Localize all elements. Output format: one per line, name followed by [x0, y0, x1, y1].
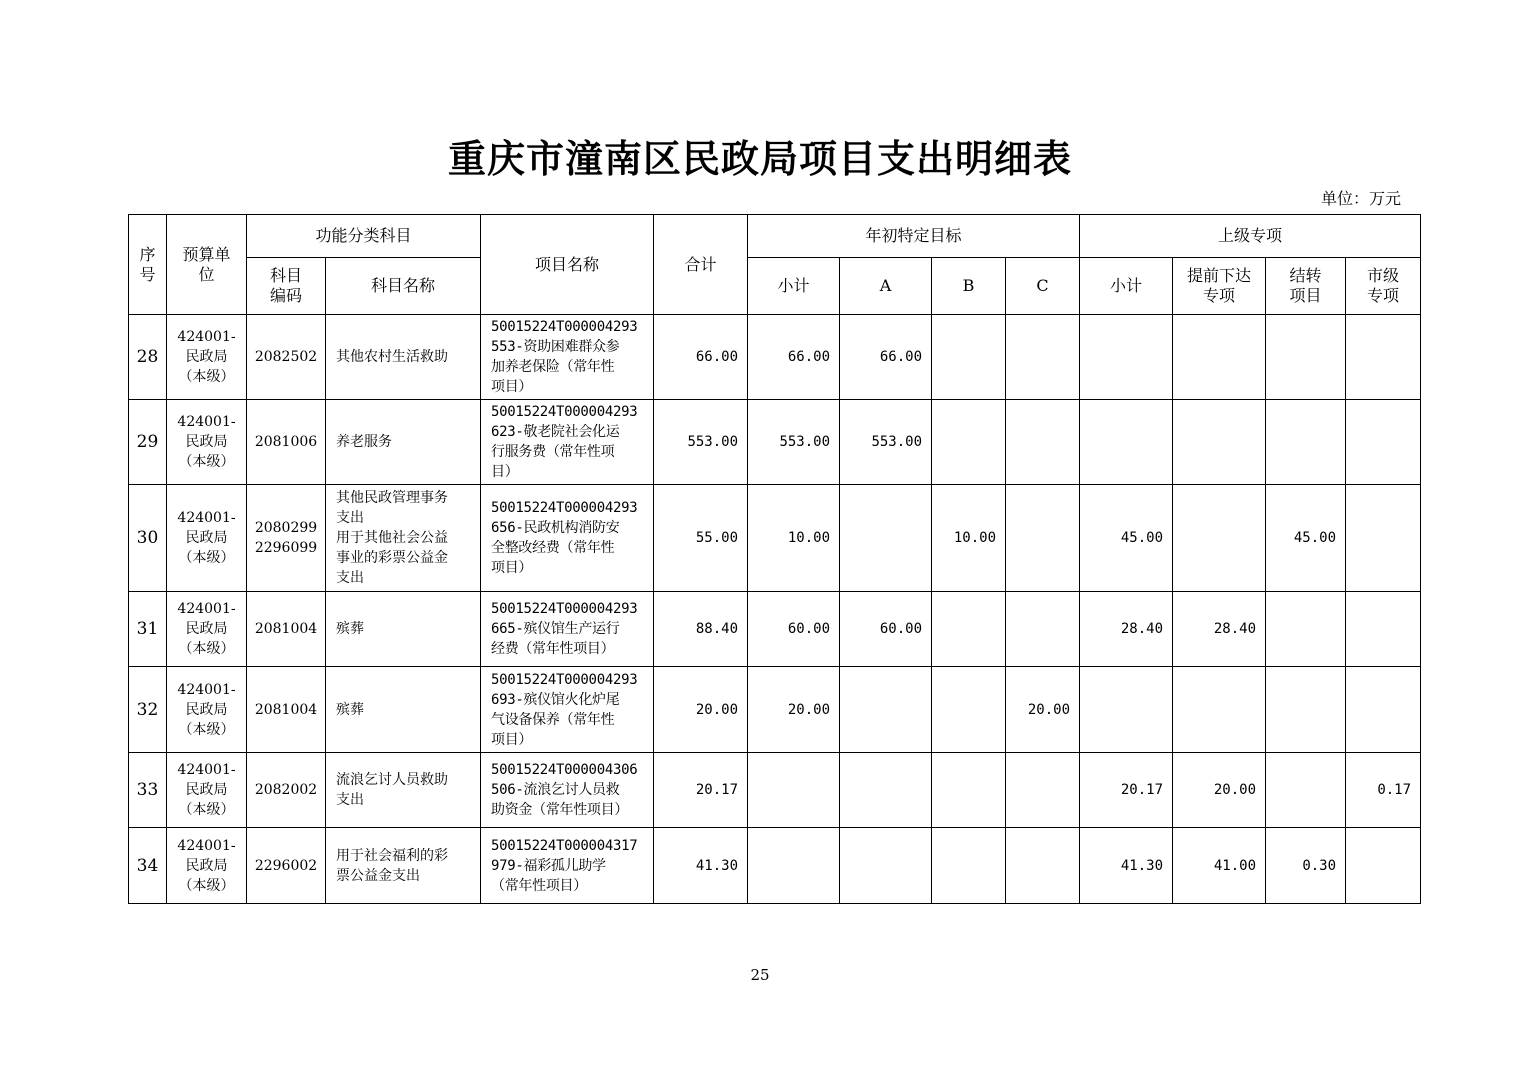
table-row	[129, 753, 1421, 828]
cell-city-special	[1346, 485, 1421, 592]
header-seq: 序 号	[129, 215, 167, 315]
header-superior-special: 上级专项	[1080, 215, 1421, 258]
cell-budget-unit: 424001- 民政局 （本级）	[167, 667, 247, 753]
cell-project-name: 50015224T000004293 623-敬老院社会化运 行服务费（常年性项 目）	[481, 400, 654, 485]
cell-subject-name: 殡葬	[326, 667, 481, 753]
cell-city-special: 0.17	[1346, 753, 1421, 828]
cell-c	[1006, 753, 1080, 828]
header-special-subtotal: 小计	[1080, 258, 1173, 315]
cell-advance-special	[1173, 315, 1266, 400]
cell-a: 66.00	[840, 315, 932, 400]
cell-seq: 29	[129, 400, 167, 485]
cell-special-subtotal	[1080, 667, 1173, 753]
cell-b	[932, 753, 1006, 828]
cell-subject-code: 2296002	[247, 828, 326, 904]
cell-a	[840, 667, 932, 753]
table-row	[129, 828, 1421, 904]
cell-carryover	[1266, 315, 1346, 400]
cell-carryover	[1266, 667, 1346, 753]
cell-city-special	[1346, 667, 1421, 753]
cell-total: 20.17	[654, 753, 748, 828]
cell-total: 55.00	[654, 485, 748, 592]
cell-special-subtotal	[1080, 400, 1173, 485]
cell-budget-unit: 424001- 民政局 （本级）	[167, 315, 247, 400]
cell-seq: 28	[129, 315, 167, 400]
cell-subject-name: 其他民政管理事务 支出 用于其他社会公益 事业的彩票公益金 支出	[326, 485, 481, 592]
cell-c	[1006, 485, 1080, 592]
header-a: A	[840, 258, 932, 315]
cell-a: 553.00	[840, 400, 932, 485]
cell-a	[840, 753, 932, 828]
cell-budget-unit: 424001- 民政局 （本级）	[167, 592, 247, 667]
cell-subject-name: 用于社会福利的彩 票公益金支出	[326, 828, 481, 904]
cell-total: 66.00	[654, 315, 748, 400]
table-row	[129, 667, 1421, 753]
cell-total: 20.00	[654, 667, 748, 753]
cell-carryover	[1266, 753, 1346, 828]
cell-target-subtotal: 20.00	[748, 667, 840, 753]
cell-seq: 32	[129, 667, 167, 753]
cell-subject-name: 其他农村生活救助	[326, 315, 481, 400]
cell-carryover	[1266, 400, 1346, 485]
expense-table	[128, 214, 1421, 904]
cell-city-special	[1346, 315, 1421, 400]
cell-b: 10.00	[932, 485, 1006, 592]
cell-seq: 30	[129, 485, 167, 592]
table-row	[129, 400, 1421, 485]
cell-c	[1006, 315, 1080, 400]
cell-subject-code: 2082002	[247, 753, 326, 828]
cell-subject-code: 2081006	[247, 400, 326, 485]
cell-advance-special	[1173, 667, 1266, 753]
cell-subject-name: 殡葬	[326, 592, 481, 667]
cell-b	[932, 400, 1006, 485]
cell-special-subtotal: 41.30	[1080, 828, 1173, 904]
cell-subject-name: 养老服务	[326, 400, 481, 485]
header-b: B	[932, 258, 1006, 315]
cell-budget-unit: 424001- 民政局 （本级）	[167, 400, 247, 485]
cell-special-subtotal: 20.17	[1080, 753, 1173, 828]
page-number: 25	[750, 966, 770, 984]
cell-carryover: 0.30	[1266, 828, 1346, 904]
header-project-name: 项目名称	[481, 215, 654, 315]
cell-b	[932, 828, 1006, 904]
table-row	[129, 315, 1421, 400]
cell-project-name: 50015224T000004306 506-流浪乞讨人员救 助资金（常年性项目）	[481, 753, 654, 828]
cell-city-special	[1346, 592, 1421, 667]
cell-advance-special: 20.00	[1173, 753, 1266, 828]
header-advance-special: 提前下达 专项	[1173, 258, 1266, 315]
cell-target-subtotal: 60.00	[748, 592, 840, 667]
cell-total: 41.30	[654, 828, 748, 904]
cell-target-subtotal: 553.00	[748, 400, 840, 485]
cell-advance-special: 41.00	[1173, 828, 1266, 904]
cell-project-name: 50015224T000004293 656-民政机构消防安 全整改经费（常年性 项目）	[481, 485, 654, 592]
cell-b	[932, 315, 1006, 400]
cell-target-subtotal: 66.00	[748, 315, 840, 400]
cell-c: 20.00	[1006, 667, 1080, 753]
cell-project-name: 50015224T000004293 553-资助困难群众参 加养老保险（常年性 项目）	[481, 315, 654, 400]
cell-budget-unit: 424001- 民政局 （本级）	[167, 753, 247, 828]
cell-special-subtotal	[1080, 315, 1173, 400]
cell-target-subtotal: 10.00	[748, 485, 840, 592]
cell-advance-special	[1173, 400, 1266, 485]
cell-subject-code: 2082502	[247, 315, 326, 400]
table-row	[129, 485, 1421, 592]
cell-seq: 31	[129, 592, 167, 667]
cell-special-subtotal: 28.40	[1080, 592, 1173, 667]
header-function-subject: 功能分类科目	[247, 215, 481, 258]
cell-project-name: 50015224T000004293 665-殡仪馆生产运行 经费（常年性项目）	[481, 592, 654, 667]
header-subject-code: 科目 编码	[247, 258, 326, 315]
table-row	[129, 592, 1421, 667]
cell-b	[932, 667, 1006, 753]
cell-budget-unit: 424001- 民政局 （本级）	[167, 485, 247, 592]
cell-target-subtotal	[748, 753, 840, 828]
cell-c	[1006, 592, 1080, 667]
cell-a: 60.00	[840, 592, 932, 667]
cell-project-name: 50015224T000004293 693-殡仪馆火化炉尾 气设备保养（常年性 项目）	[481, 667, 654, 753]
cell-c	[1006, 400, 1080, 485]
header-c: C	[1006, 258, 1080, 315]
cell-subject-name: 流浪乞讨人员救助 支出	[326, 753, 481, 828]
header-subject-name: 科目名称	[326, 258, 481, 315]
cell-subject-code: 2080299 2296099	[247, 485, 326, 592]
header-total: 合计	[654, 215, 748, 315]
cell-city-special	[1346, 400, 1421, 485]
cell-c	[1006, 828, 1080, 904]
cell-advance-special	[1173, 485, 1266, 592]
cell-a	[840, 828, 932, 904]
unit-label: 单位：万元	[1321, 189, 1402, 208]
cell-subject-code: 2081004	[247, 667, 326, 753]
cell-subject-code: 2081004	[247, 592, 326, 667]
cell-b	[932, 592, 1006, 667]
page-title: 重庆市潼南区民政局项目支出明细表	[447, 136, 1072, 181]
header-city-special: 市级 专项	[1346, 258, 1421, 315]
header-carryover: 结转 项目	[1266, 258, 1346, 315]
cell-city-special	[1346, 828, 1421, 904]
cell-budget-unit: 424001- 民政局 （本级）	[167, 828, 247, 904]
header-annual-target: 年初特定目标	[748, 215, 1080, 258]
cell-special-subtotal: 45.00	[1080, 485, 1173, 592]
cell-carryover	[1266, 592, 1346, 667]
cell-total: 553.00	[654, 400, 748, 485]
header-budget-unit: 预算单 位	[167, 215, 247, 315]
cell-seq: 33	[129, 753, 167, 828]
cell-advance-special: 28.40	[1173, 592, 1266, 667]
cell-project-name: 50015224T000004317 979-福彩孤儿助学 （常年性项目）	[481, 828, 654, 904]
cell-seq: 34	[129, 828, 167, 904]
cell-carryover: 45.00	[1266, 485, 1346, 592]
header-target-subtotal: 小计	[748, 258, 840, 315]
cell-a	[840, 485, 932, 592]
cell-target-subtotal	[748, 828, 840, 904]
cell-total: 88.40	[654, 592, 748, 667]
